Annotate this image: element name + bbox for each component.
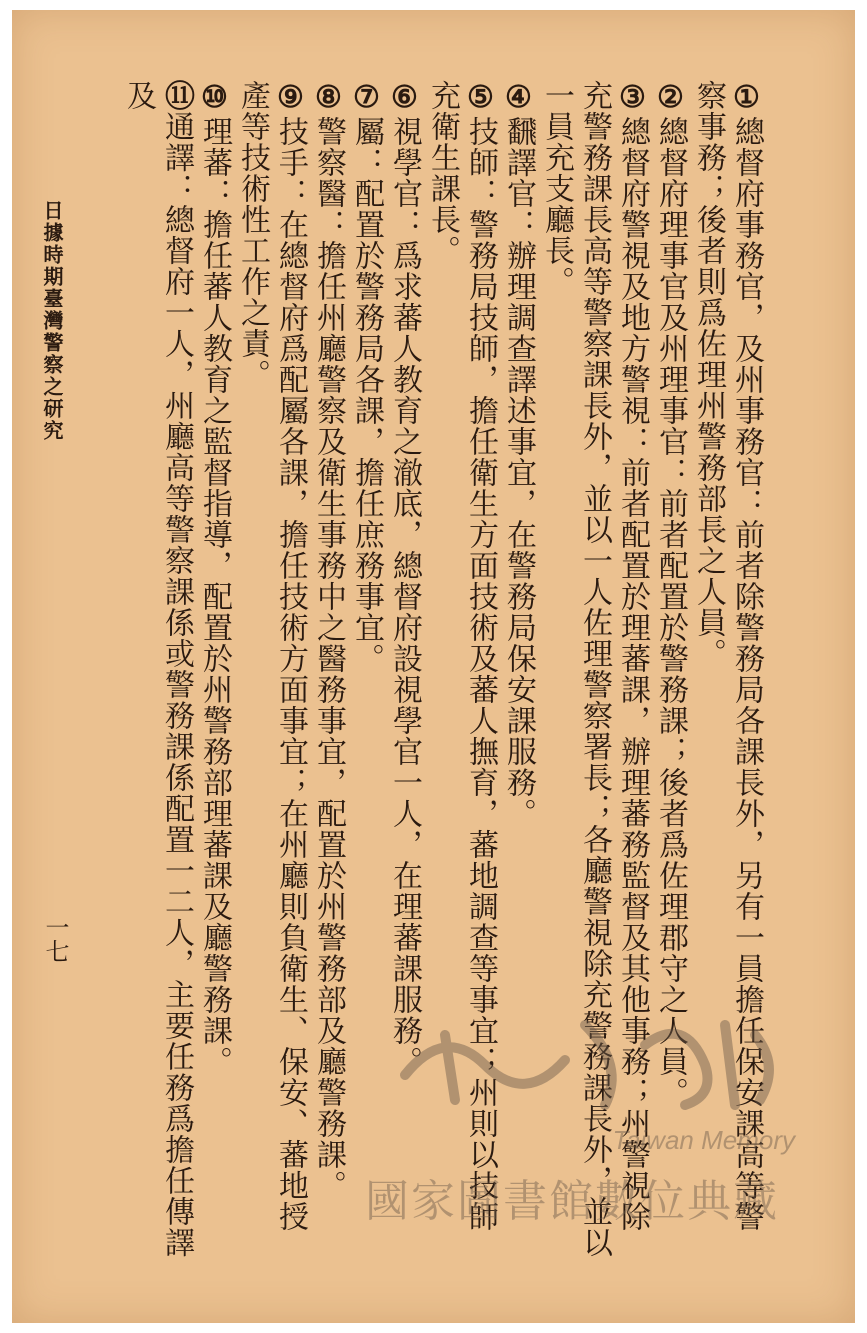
paragraph-text: 總督府理事官及州理事官：前者配置於警務課；後者爲佐理郡守之人員。: [653, 116, 688, 1108]
paragraph-number: ④: [501, 80, 536, 116]
paragraph-text: 理蕃：擔任蕃人教育之監督指導，配置於州警務部理蕃課及廳警務課。: [197, 116, 232, 1077]
paragraph-number: ⑨: [273, 80, 308, 116]
book-page: [12, 10, 855, 1323]
paragraph-text: 技手：在總督府爲配屬各課，擔任技術方面事宜；在州廳則負衛生、保安、蕃地授產等技術性工作之責。: [235, 80, 308, 1232]
paragraph-number: ③: [615, 80, 650, 116]
paragraph-text: 總督府事務官，及州事務官：前者除警務局各課長外，另有一員擔任保安課高等警察事務；後者則爲佐理州警務部長之人員。: [691, 80, 764, 1232]
paragraph-text: 視學官：爲求蕃人教育之澈底，總督府設視學官一人，在理蕃課服務。: [387, 116, 422, 1077]
paragraph-text: 警察醫：擔任州廳警察及衛生事務中之醫務事宜，配置於州警務部及廳警務課。: [311, 116, 346, 1201]
paragraph-9: [233, 80, 309, 1260]
paragraph-text: 技師：警務局技師，擔任衛生方面技術及蕃人撫育，蕃地調查等事宜；州則以技師充衛生課長。: [425, 80, 498, 1232]
paragraph-number: ①: [729, 80, 764, 116]
watermark: [365, 1005, 805, 1235]
paragraph-number: ⑩: [197, 80, 232, 116]
paragraph-number: ②: [653, 80, 688, 116]
paragraph-8: [309, 80, 347, 1260]
paragraph-text: 總督府警視及地方警視：前者配置於理蕃課，辦理蕃務監督及其他事務；州警視除充警務課長高等警察課長外，並以一人佐理警察署長；各廳警視除充警務課長外，並以一員充支廳長。: [539, 80, 650, 1258]
watermark-english: Taiwan Memory: [612, 1125, 795, 1155]
paragraph-text: 通譯：總督府一人，州廳高等警察課係或警務課係配置一二人，主要任務爲擔任傳譯及: [121, 80, 194, 1258]
paragraph-10: [195, 80, 233, 1260]
paragraph-number: ⑧: [311, 80, 346, 116]
paragraph-number: ⑦: [349, 80, 384, 116]
paragraph-text: 屬：配置於警務局各課，擔任庶務事宜。: [349, 116, 384, 674]
page-number: 一七: [41, 915, 69, 963]
taiwan-memory-logo-icon: [385, 1005, 785, 1115]
paragraph-number: ⑪: [159, 80, 194, 111]
paragraph-11: [119, 80, 195, 1260]
paragraph-number: ⑥: [387, 80, 422, 116]
running-title: 日據時期臺灣警察之研究: [40, 200, 64, 442]
paragraph-text: 飜譯官：辦理調查譯述事宜，在警務局保安課服務。: [501, 116, 536, 829]
watermark-chinese: 國家圖書館數位典藏: [365, 1176, 779, 1227]
paragraph-number: ⑤: [463, 80, 498, 116]
